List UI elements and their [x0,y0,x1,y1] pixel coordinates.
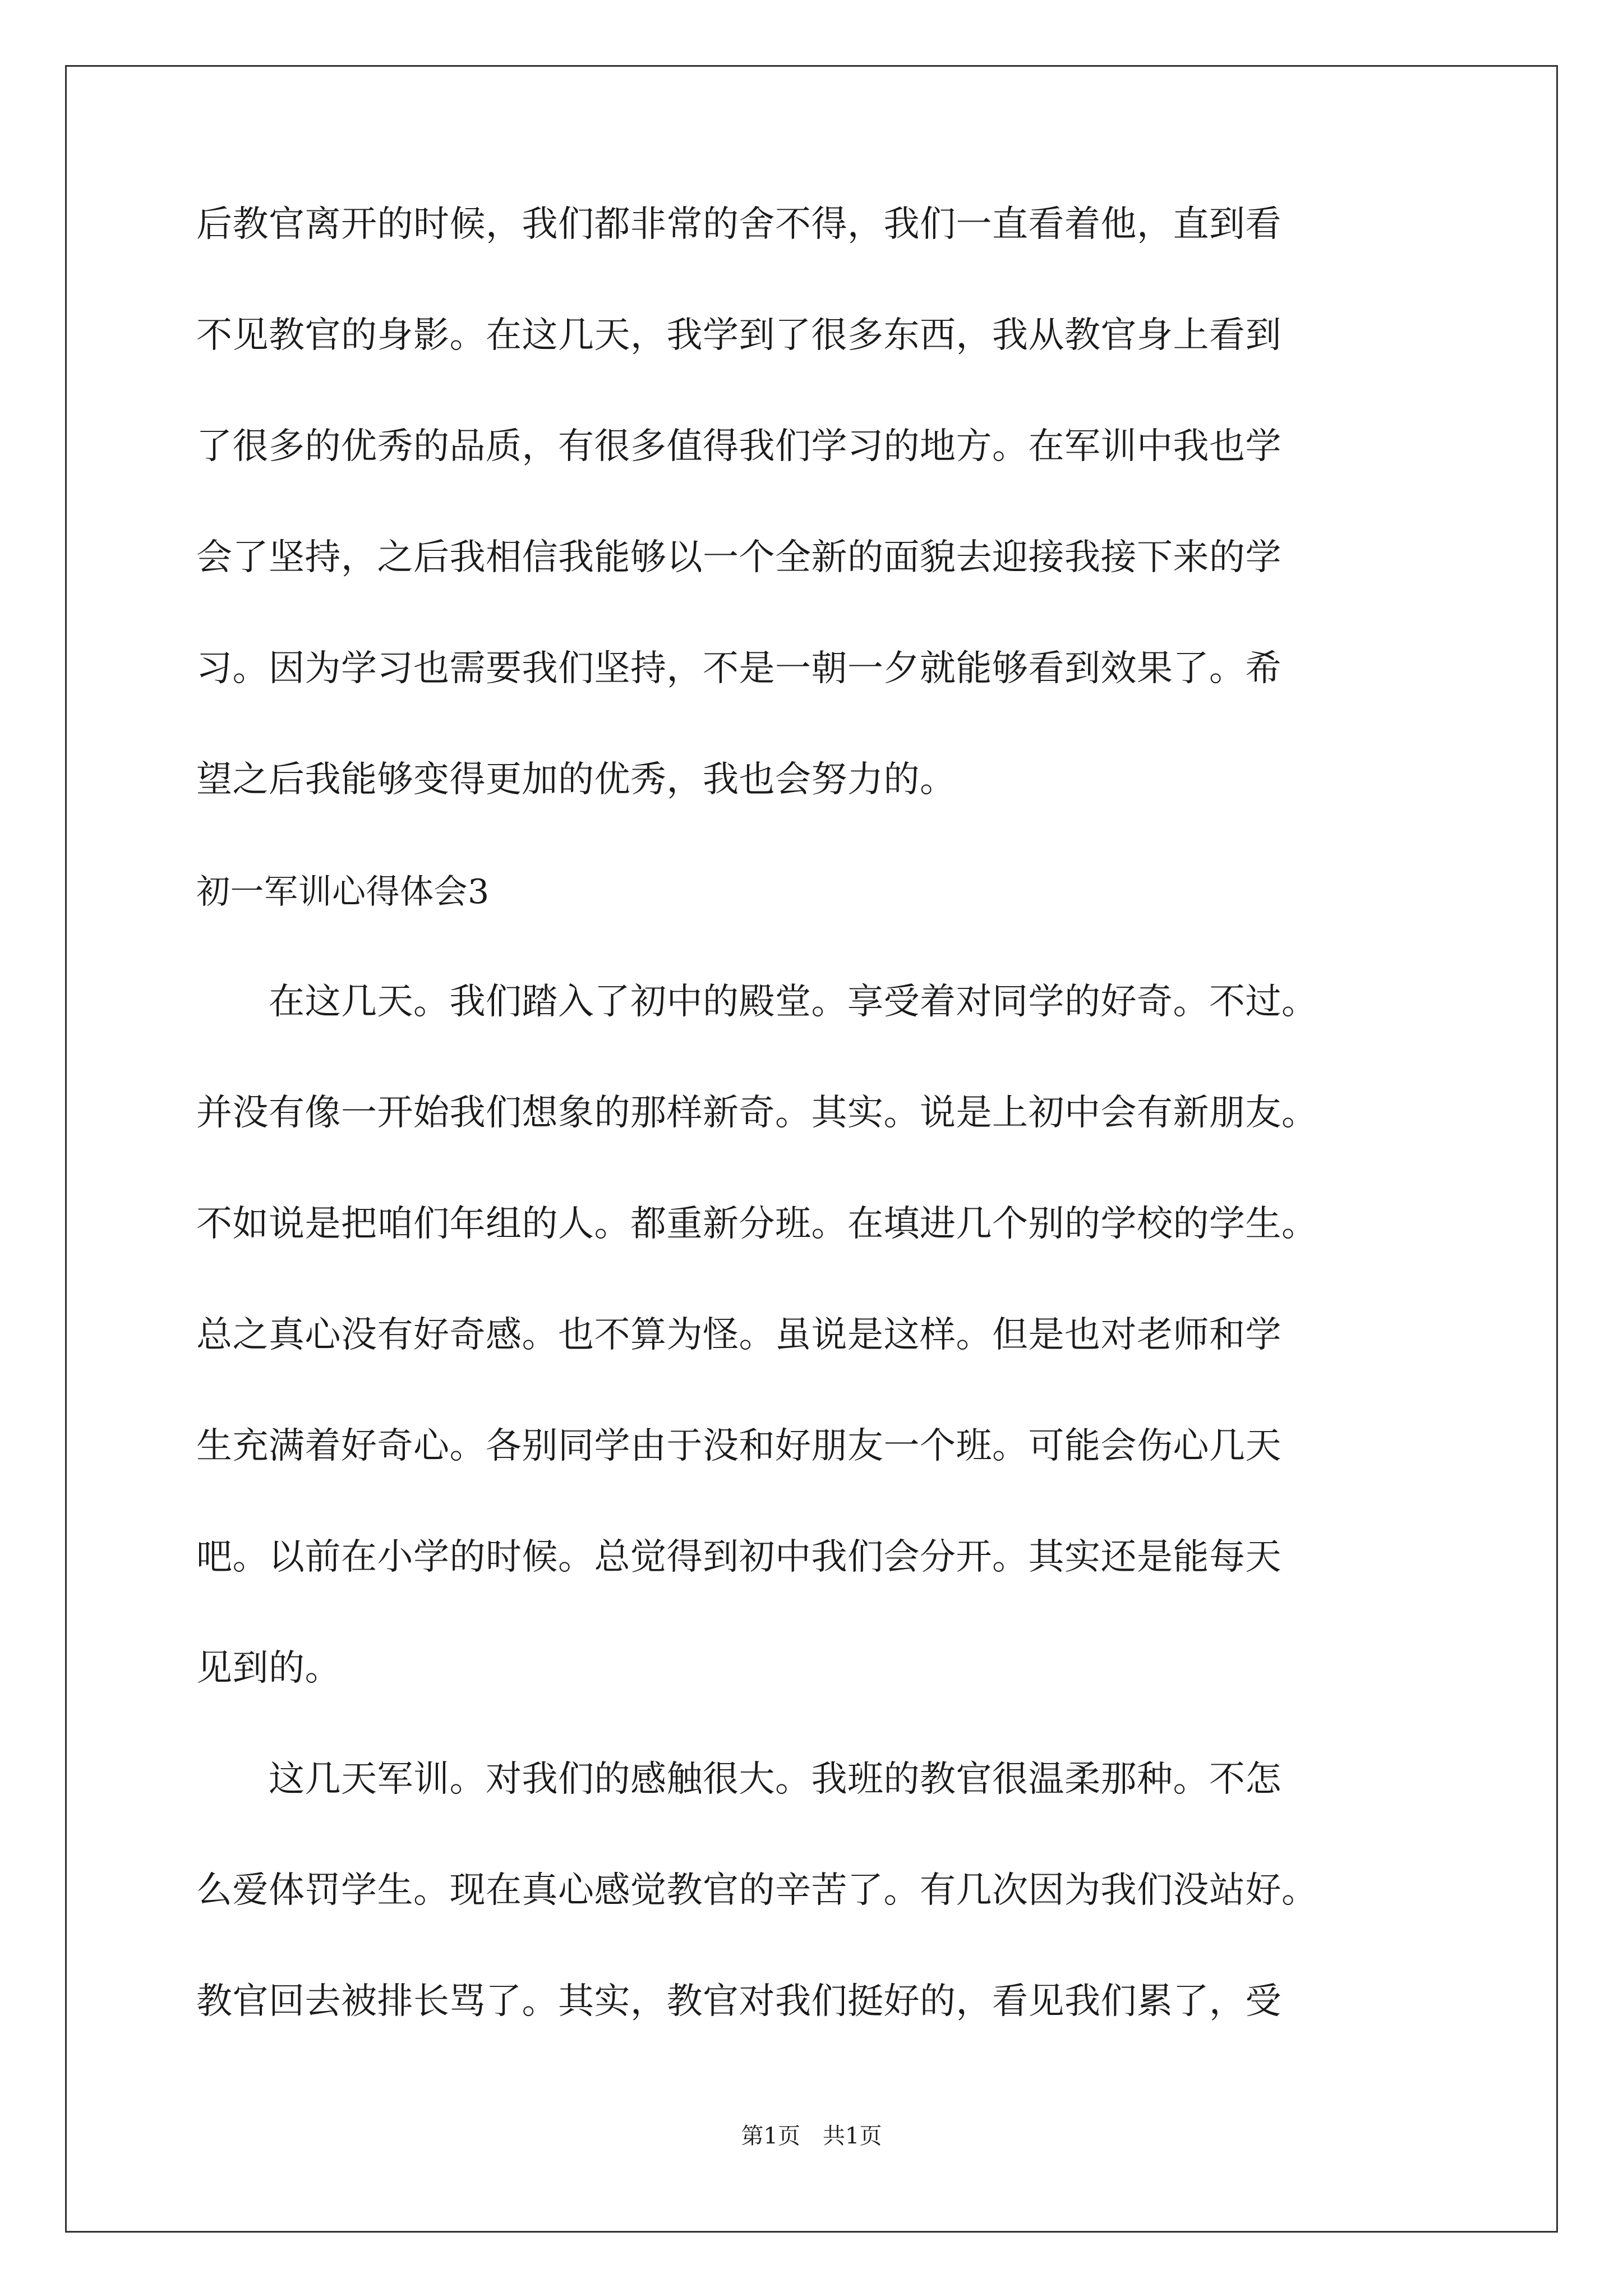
text-line: 了很多的优秀的品质，有很多值得我们学习的地方。在军训中我也学 [196,426,1281,467]
text-line: 不如说是把咱们年组的人。都重新分班。在填进几个别的学校的学生。 [196,1203,1318,1245]
text-line: 总之真心没有好奇感。也不算为怪。虽说是这样。但是也对老师和学 [196,1314,1281,1356]
text-line: 不见教官的身影。在这几天，我学到了很多东西，我从教官身上看到 [196,315,1281,356]
page-number-footer: 第1页 共1页 [741,2123,882,2149]
text-line: 教官回去被排长骂了。其实，教官对我们挺好的，看见我们累了，受 [196,1981,1281,2022]
text-line: 生充满着好奇心。各别同学由于没和好朋友一个班。可能会伤心几天 [196,1425,1281,1467]
text-line: 并没有像一开始我们想象的那样新奇。其实。说是上初中会有新朋友。 [196,1092,1318,1134]
text-line: 么爱体罚学生。现在真心感觉教官的辛苦了。有几次因为我们没站好。 [196,1870,1318,1911]
text-line: 习。因为学习也需要我们坚持，不是一朝一夕就能够看到效果了。希 [196,648,1281,689]
text-line: 后教官离开的时候，我们都非常的舍不得，我们一直看着他，直到看 [196,204,1281,245]
text-line: 吧。以前在小学的时候。总觉得到初中我们会分开。其实还是能每天 [196,1536,1281,1578]
text-line: 这几天军训。对我们的感触很大。我班的教官很温柔那种。不怎 [196,1759,1281,1800]
text-line: 望之后我能够变得更加的优秀，我也会努力的。 [196,759,956,800]
section-heading: 初一军训心得体会3 [196,872,490,912]
text-line: 会了坚持，之后我相信我能够以一个全新的面貌去迎接我接下来的学 [196,537,1281,578]
text-line: 见到的。 [196,1648,341,1689]
text-line: 在这几天。我们踏入了初中的殿堂。享受着对同学的好奇。不过。 [196,981,1318,1023]
